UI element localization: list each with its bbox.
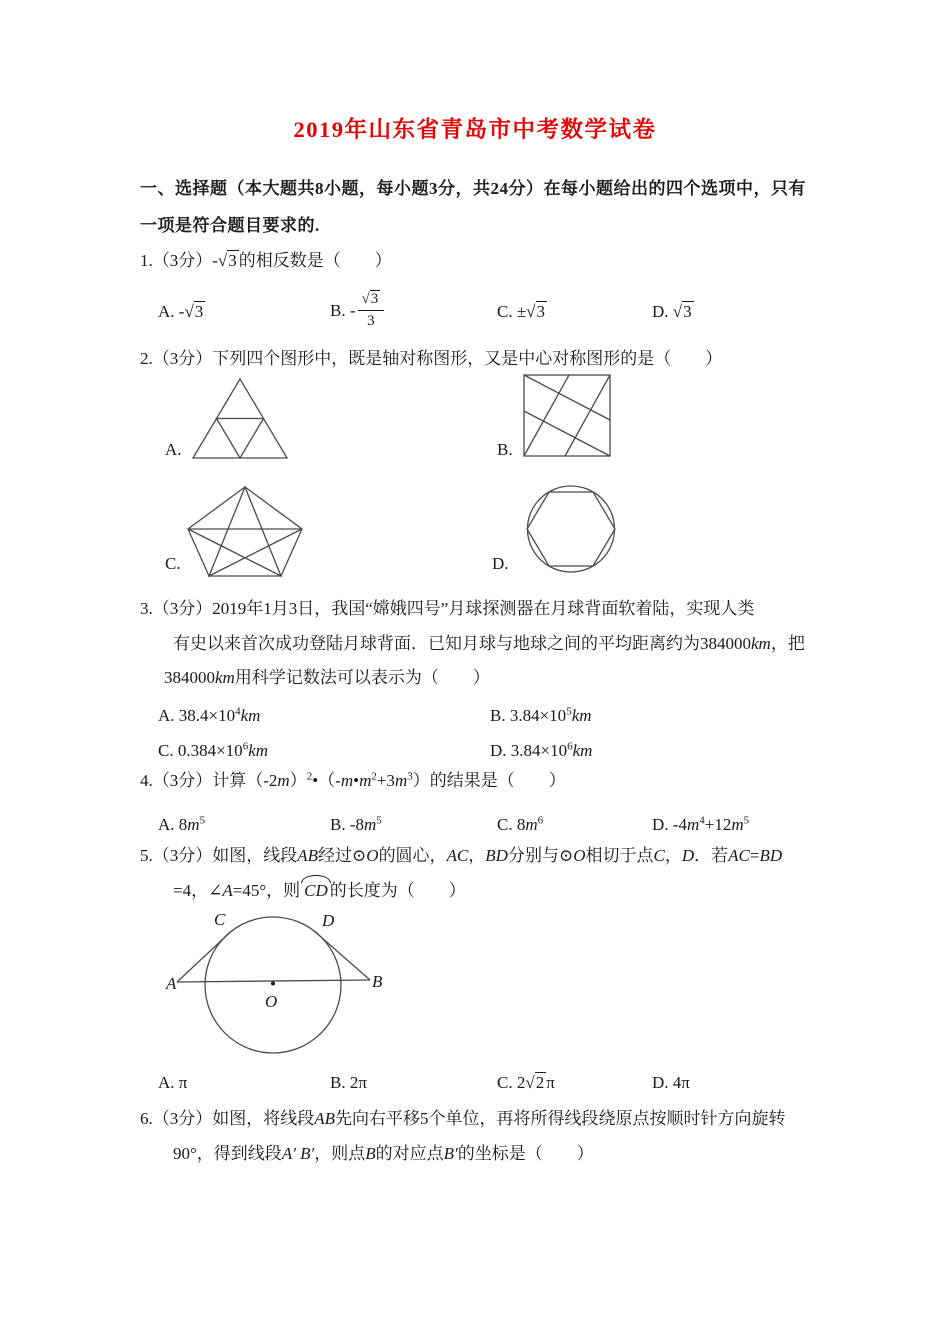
- q1-option-a: A. -√3: [158, 302, 204, 321]
- q1-option-b: B. - $\frac{√3}{3}$: [330, 292, 497, 332]
- q2-figure-b-label: B.: [497, 440, 513, 459]
- question-2-text: 2.（3分）下列四个图形中，既是轴对称图形，又是中心对称图形的是（ ）: [140, 349, 723, 368]
- q4-option-a: A. $8m^5$: [158, 814, 206, 834]
- q2-figure-b-square: [523, 374, 612, 458]
- question-2-figures-row1: [140, 374, 830, 470]
- question-5-text-line1: 5.（3分）如图，线段AB经过⊙O的圆心，AC，BD分别与⊙O相切于点C，D．若AC=BD: [140, 846, 783, 865]
- section-header-line1: 一、选择题（本大题共8小题，每小题3分，共24分）在每小题给出的四个选项中，只有: [140, 179, 806, 198]
- question-3-text-line2: 有史以来首次成功登陆月球背面．已知月球与地球之间的平均距离约为384000km，把: [173, 634, 805, 653]
- q5-label-o: O: [265, 992, 278, 1011]
- q5-label-a: A: [166, 974, 177, 993]
- q5-option-a: A. π: [158, 1073, 188, 1092]
- q5-option-b: B. 2π: [330, 1073, 367, 1092]
- question-6-text-line2: 90°，得到线段A′ B′，则点B的对应点B′的坐标是（ ）: [173, 1144, 594, 1163]
- q4-option-c: C. $8m^6$: [497, 814, 544, 834]
- q3-option-a: A. $38.4\times 10^4km$: [158, 704, 261, 725]
- q2-figure-d-hexagon-circle: [525, 484, 617, 574]
- question-2-figures-row2: [140, 482, 830, 582]
- q4-option-d: D. $-4m^4+12m^5$: [652, 814, 750, 834]
- question-4-options: [140, 808, 848, 842]
- q2-figure-a-triangle: [190, 376, 290, 462]
- q3-option-d: D. $3.84\times 10^6km$: [490, 739, 593, 760]
- q2-figure-c-label: C.: [165, 554, 181, 573]
- q5-option-d: D. 4π: [652, 1073, 690, 1092]
- question-5-options: [140, 1066, 848, 1100]
- q3-option-c: C. $0.384\times 10^6km$: [158, 739, 269, 760]
- question-4-text: 4.（3分）计算$(-2m)^2•(-m•m^2+3m^3)$的结果是（ ）: [140, 770, 566, 790]
- q2-figure-c-pentagram: [185, 485, 305, 579]
- question-1-options: [140, 288, 848, 336]
- question-5-text-line2: =4，∠A=45°，则 CD 的长度为（ ）: [173, 881, 466, 900]
- q5-label-d: D: [322, 911, 335, 930]
- q5-option-c: C. 2√2 π: [497, 1073, 555, 1092]
- q5-label-b: B: [372, 972, 383, 991]
- question-3-text-line3: 384000km用科学记数法可以表示为（ ）: [164, 668, 490, 687]
- q1-option-d: D. √3: [652, 302, 692, 321]
- q5-label-c: C: [214, 910, 226, 929]
- section-header-line2: 一项是符合题目要求的.: [140, 216, 320, 235]
- question-5-figure: [140, 910, 830, 1062]
- q1-option-c: C. ±√3: [497, 302, 546, 321]
- q5-tangent-circle-diagram: [165, 910, 385, 1062]
- q4-option-b: B. $-8m^5$: [330, 814, 382, 834]
- question-3-text-line1: 3.（3分）2019年1月3日，我国“嫦娥四号”月球探测器在月球背面软着陆，实现人类: [140, 599, 755, 618]
- q2-figure-d-label: D.: [492, 554, 509, 573]
- page-title: 2019年山东省青岛市中考数学试卷: [293, 117, 657, 142]
- question-1-text: 1.（3分）-√3 的相反数是（ ）: [140, 251, 392, 270]
- question-6-text-line1: 6.（3分）如图，将线段AB先向右平移5个单位，再将所得线段绕原点按顺时针方向旋转: [140, 1109, 786, 1128]
- q2-figure-a-label: A.: [165, 440, 182, 459]
- q3-option-b: B. $3.84\times 10^5km$: [490, 704, 592, 725]
- question-3-options: [140, 698, 848, 768]
